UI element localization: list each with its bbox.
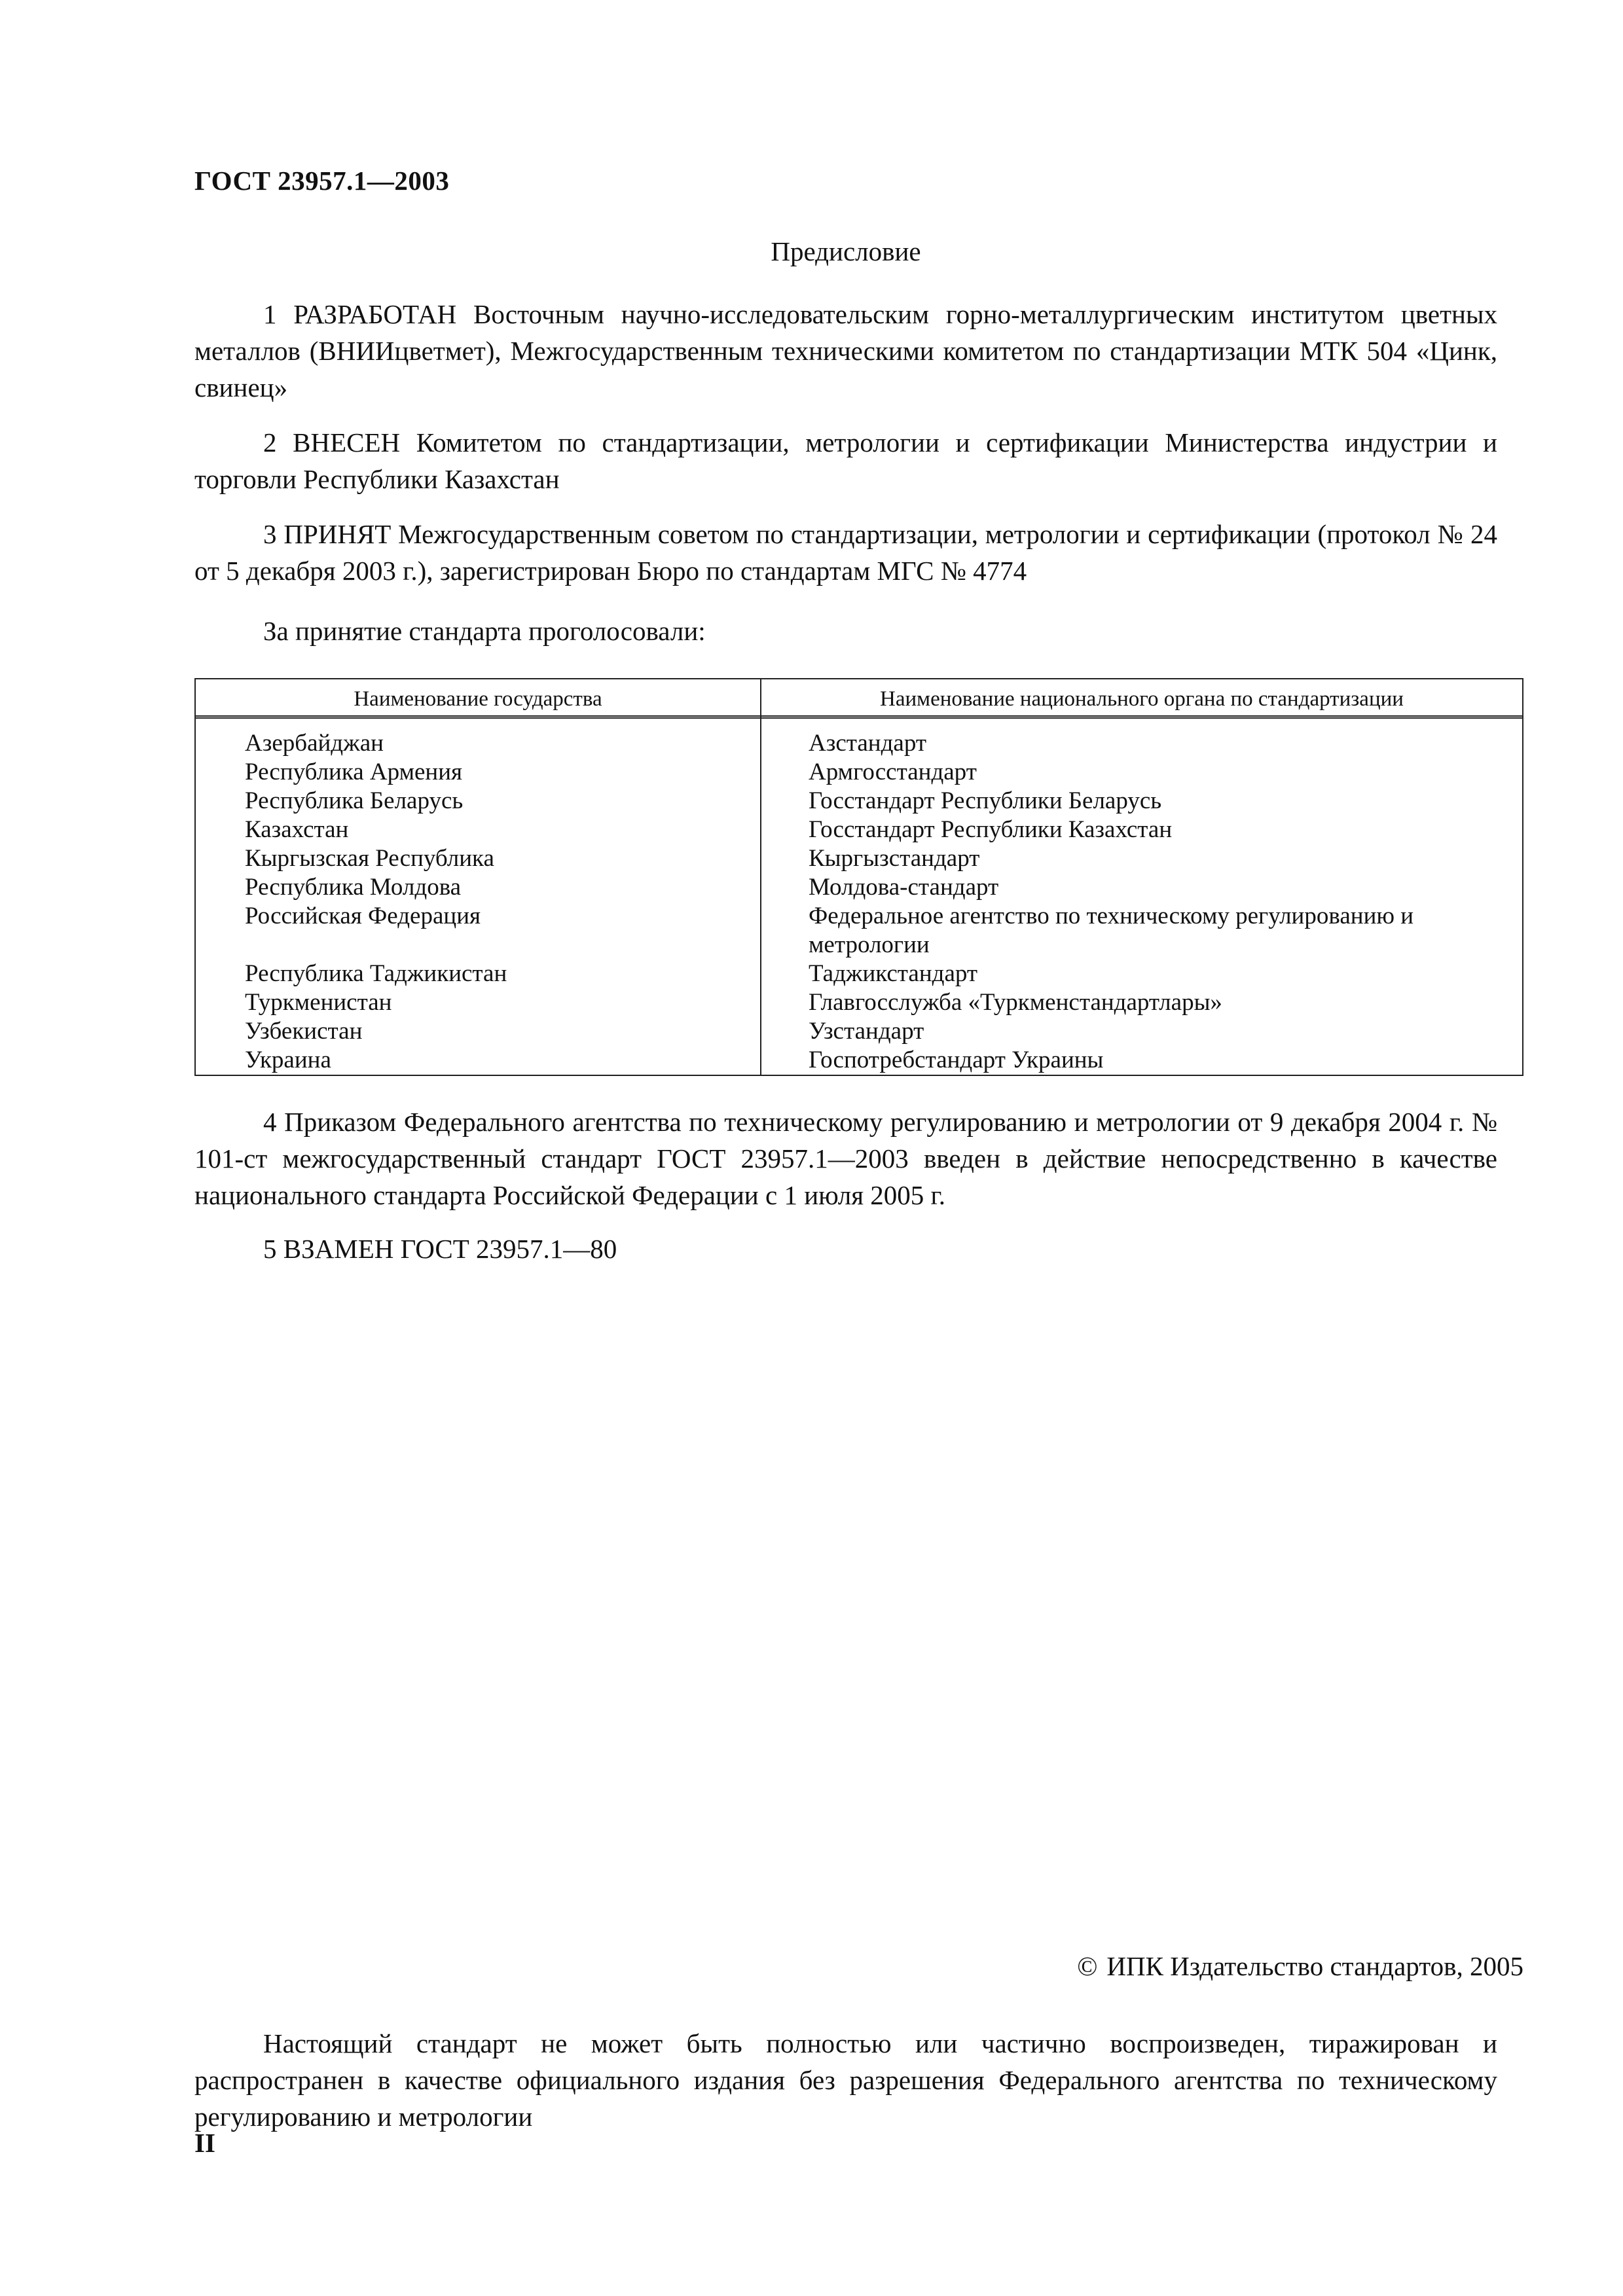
body-column [809, 729, 1509, 1075]
table-cell-state: Узбекистан [245, 1018, 363, 1045]
copyright-line [1077, 1950, 1523, 1982]
table-cell-body: Федеральное агентство по техническому регулированию и метрологии [809, 903, 1414, 958]
table-cell-state: Республика Таджикистан [245, 960, 507, 987]
column-header-state: Наименование государства [354, 687, 602, 711]
column-divider [760, 679, 761, 1075]
table-cell-body: Главгосслужба «Туркменстандартлары» [809, 989, 1222, 1016]
document-page [194, 0, 1523, 2296]
paragraph-introduced: 2 ВНЕСЕН Комитетом по стандартизации, метрологии и сертификации Министерства индустрии и торговли Республики Казахстан [194, 427, 1497, 494]
table-cell-state: Украина [245, 1047, 331, 1073]
column-header-body: Наименование национального органа по стандартизации [880, 687, 1404, 711]
section-title: Предисловие [771, 236, 921, 266]
paragraph-developed: 1 РАЗРАБОТАН Восточным научно-исследовательским горно-металлургическим институтом цветных металлов (ВНИИцветмет), Межгосударственным техническими комитетом по стандартизации МТК 504 «Цинк, свинец» [194, 299, 1497, 403]
copyright-icon: © [1077, 1951, 1098, 1981]
table-cell-state: Республика Молдова [245, 874, 462, 901]
paragraph-replaces: 5 ВЗАМЕН ГОСТ 23957.1—80 [263, 1234, 617, 1264]
table-cell-state: Российская Федерация [245, 903, 481, 929]
table-cell-body: Госстандарт Республики Беларусь [809, 787, 1162, 814]
table-cell-body: Таджикстандарт [809, 960, 978, 987]
table-cell-state: Казахстан [245, 816, 349, 843]
page-number: II [194, 2128, 215, 2158]
paragraph-order: 4 Приказом Федерального агентства по техническому регулированию и метрологии от 9 декабря 2004 г. № 101-ст межгосударственный стандарт ГОСТ 23957.1—2003 введен в действие непосредственно в качестве национального стандарта Российской Федерации с 1 июля 2005 г. [194, 1107, 1497, 1210]
paragraph-adopted: 3 ПРИНЯТ Межгосударственным советом по стандартизации, метрологии и сертификации (протокол № 24 от 5 декабря 2003 г.), зарегистрирован Бюро по стандартам МГС № 4774 [194, 519, 1497, 586]
table-cell-state: Туркменистан [245, 989, 392, 1016]
state-column [245, 729, 742, 1075]
table-cell-state: Азербайджан [245, 730, 384, 757]
table-cell-state: Республика Армения [245, 759, 463, 785]
table-cell-body: Узстандарт [809, 1018, 924, 1045]
standard-code: ГОСТ 23957.1—2003 [194, 166, 450, 196]
table-cell-body: Армгосстандарт [809, 759, 977, 785]
table-cell-body: Госпотребстандарт Украины [809, 1047, 1104, 1073]
table-cell-body: Азстандарт [809, 730, 927, 757]
table-header [196, 679, 1522, 719]
copyright-text: ИПК Издательство стандартов, 2005 [1106, 1951, 1523, 1981]
vote-intro: За принятие стандарта проголосовали: [263, 616, 706, 646]
table-cell-body: Госстандарт Республики Казахстан [809, 816, 1173, 843]
table-cell-body: Кыргызстандарт [809, 845, 980, 872]
table-cell-state: Кыргызская Республика [245, 845, 494, 872]
table-cell-state: Республика Беларусь [245, 787, 464, 814]
reproduction-notice: Настоящий стандарт не может быть полностью или частично воспроизведен, тиражирован и распространен в качестве официального издания без разрешения Федерального агентства по техническому регулированию и метрологии [194, 2028, 1497, 2132]
voting-table [194, 678, 1523, 1076]
table-cell-body: Молдова-стандарт [809, 874, 999, 901]
